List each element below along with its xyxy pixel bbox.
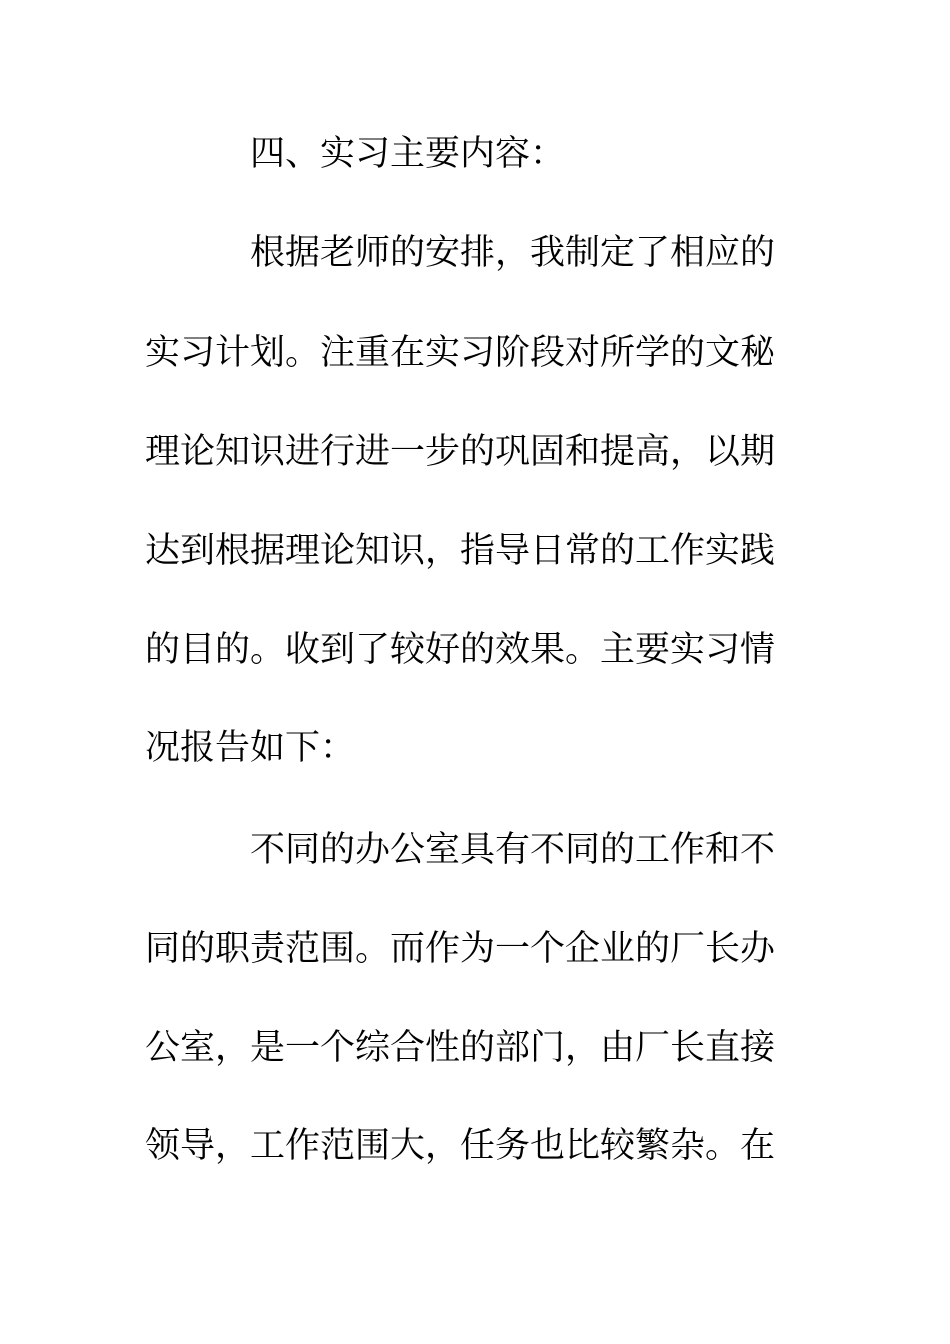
paragraph-line: 实习计划。注重在实习阶段对所学的文秘 <box>145 333 776 373</box>
paragraph-line: 公室，是一个综合性的部门，由厂长直接 <box>145 1028 776 1068</box>
paragraph-line: 理论知识进行进一步的巩固和提高，以期 <box>145 432 776 472</box>
paragraph-line: 同的职责范围。而作为一个企业的厂长办 <box>145 929 776 969</box>
paragraph-line: 不同的办公室具有不同的工作和不 <box>250 830 776 870</box>
paragraph-line: 达到根据理论知识，指导日常的工作实践 <box>145 531 776 571</box>
paragraph-line: 的目的。收到了较好的效果。主要实习情 <box>145 630 776 670</box>
paragraph-line: 况报告如下： <box>145 728 356 768</box>
paragraph-line: 领导，工作范围大，任务也比较繁杂。在 <box>145 1126 776 1166</box>
paragraph-line: 根据老师的安排，我制定了相应的 <box>250 233 776 273</box>
section-heading: 四、实习主要内容： <box>250 134 566 174</box>
